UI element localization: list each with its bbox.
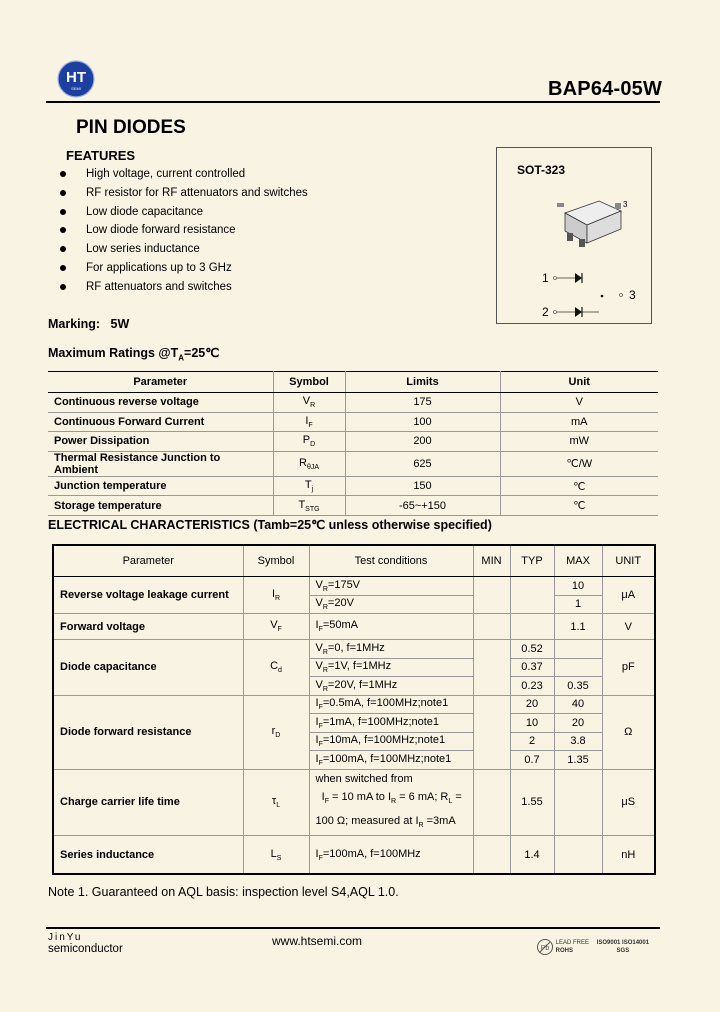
feature-item: Low diode capacitance [60, 206, 203, 218]
feature-item: For applications up to 3 GHz [60, 262, 232, 274]
table-row: Thermal Resistance Junction to Ambient $R_{\theta JA}$ 625 ℃/W [48, 451, 658, 476]
max-ratings-heading: Maximum Ratings $@T_A=25℃$ [48, 346, 220, 363]
bullet-icon [60, 246, 66, 252]
table-header-row: Parameter Symbol Test conditions MIN TYP MAX UNIT [53, 545, 655, 577]
feature-item: RF resistor for RF attenuators and switches [60, 187, 308, 199]
svg-text:SEMI: SEMI [71, 86, 81, 91]
table-row: Series inductance $L_S$ $I_F=100mA$, f=100MHz 1.4 nH [53, 836, 655, 874]
table-row: Continuous Forward Current $I_F$ 100 mA [48, 412, 658, 432]
package-drawing-icon [537, 193, 637, 253]
footer-divider [46, 927, 660, 929]
svg-text:1: 1 [542, 271, 549, 285]
bullet-icon [60, 171, 66, 177]
feature-item: High voltage, current controlled [60, 168, 245, 180]
table-row: $I_F=1mA$, f=100MHz;note1 10 20 [53, 714, 655, 733]
bullet-icon [60, 190, 66, 196]
marking: Marking: 5W [48, 317, 130, 331]
electrical-table [52, 544, 656, 875]
table-row: Charge carrier life time $\tau_L$ when switched from $I_F = 10$ mA to $I_R = 6$ mA; $R_L$ = 100 Ω; measured at $I_R =3mA$ 1.55 μS [53, 769, 655, 836]
svg-text:Pb: Pb [540, 945, 550, 952]
table-row: Diode forward resistance $r_D$ $I_F=0.5mA$, f=100MHz;note1 20 40 Ω [53, 695, 655, 714]
feature-item: Low diode forward resistance [60, 224, 236, 236]
table-row: $V_R=20V$, f=1MHz 0.23 0.35 [53, 677, 655, 696]
table-row: Storage temperature $T_{STG}$ -65~+150 ℃ [48, 496, 658, 516]
table-row: Reverse voltage leakage current $I_R$ $V_R=175V$ 10 μA [53, 577, 655, 596]
table-row: Junction temperature $T_j$ 150 ℃ [48, 476, 658, 496]
svg-text:2: 2 [542, 305, 549, 319]
certification-badges: Pb LEAD FREE ROHS ISO9001 ISO14001 SGS [536, 938, 649, 956]
lead-free-icon [536, 938, 554, 956]
bullet-icon [60, 265, 66, 271]
bullet-icon [60, 209, 66, 215]
part-number: BAP64-05W [548, 78, 663, 100]
package-name: SOT-323 [517, 163, 566, 177]
company-name: JinYu [48, 932, 83, 943]
electrical-heading: ELECTRICAL CHARACTERISTICS (Tamb=25℃ unless otherwise specified) [48, 518, 492, 532]
page-title: PIN DIODES [76, 117, 186, 138]
header-divider [46, 101, 660, 103]
feature-item: RF attenuators and switches [60, 281, 232, 293]
table-header-row: Parameter Symbol Limits Unit [48, 372, 658, 393]
svg-text:HT: HT [66, 69, 86, 86]
features-heading: FEATURES [66, 148, 136, 163]
note: Note 1. Guaranteed on AQL basis: inspection level S4,AQL 1.0. [48, 885, 399, 899]
website-link[interactable]: www.htsemi.com [272, 934, 363, 948]
table-row: Power Dissipation $P_D$ 200 mW [48, 432, 658, 452]
company-sub: semiconductor [48, 943, 123, 955]
feature-item: Low series inductance [60, 243, 200, 255]
table-row: $V_R=1V$, f=1MHz 0.37 [53, 658, 655, 677]
table-row: $I_F=10mA$, f=100MHz;note1 2 3.8 [53, 732, 655, 751]
package-box [496, 147, 652, 324]
max-ratings-table [48, 371, 658, 516]
bullet-icon [60, 227, 66, 233]
table-row: $I_F=100mA$, f=100MHz;note1 0.7 1.35 [53, 751, 655, 770]
table-row: $V_R=20V$ 1 [53, 595, 655, 614]
table-row: Continuous reverse voltage $V_R$ 175 V [48, 393, 658, 413]
svg-text:3: 3 [629, 288, 636, 302]
table-row: Forward voltage $V_F$ $I_F=50mA$ 1.1 V [53, 614, 655, 640]
company-logo [57, 60, 95, 98]
table-row: Diode capacitance $C_d$ $V_R=0$, f=1MHz 0.52 pF [53, 640, 655, 659]
svg-text:3: 3 [623, 200, 628, 209]
pinout-schematic-icon [537, 266, 647, 321]
bullet-icon [60, 284, 66, 290]
